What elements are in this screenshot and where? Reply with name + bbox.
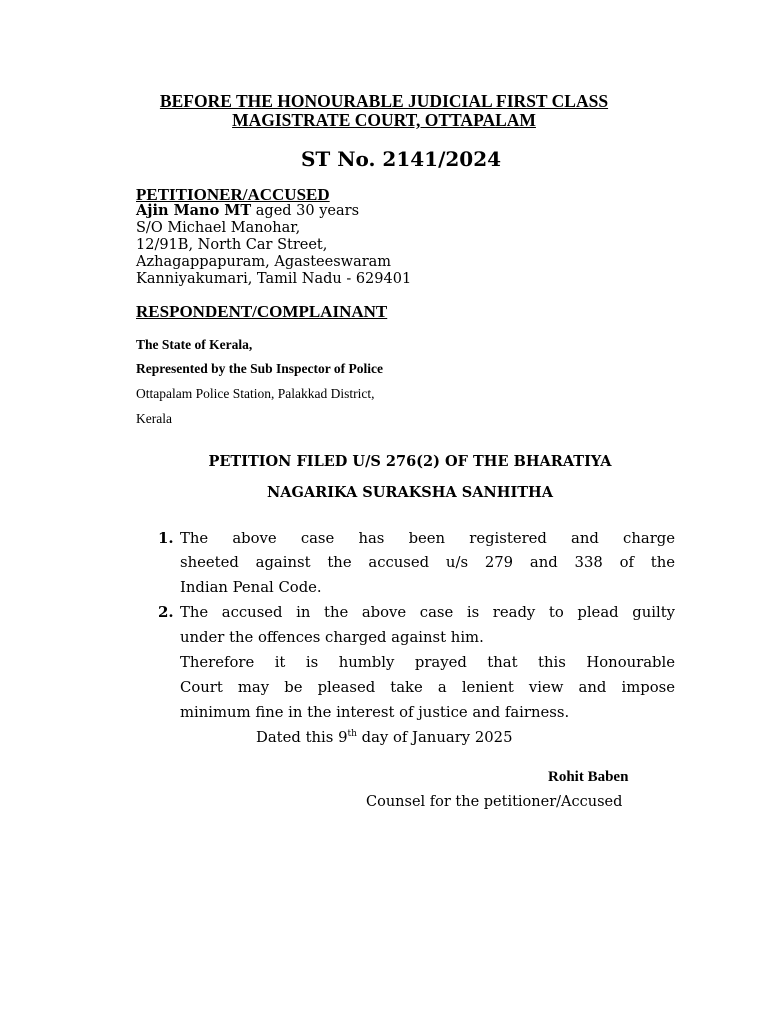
court-title-line-2: MAGISTRATE COURT, OTTAPALAM: [232, 110, 536, 130]
petition-title-line-1: PETITION FILED U/S 276(2) OF THE BHARATIYA: [208, 453, 612, 470]
respondent-line: The State of Kerala,: [136, 337, 253, 352]
paragraph-1-line: Indian Penal Code.: [180, 579, 322, 596]
petitioner-age: aged 30 years: [251, 203, 360, 219]
petitioner-address-line: Kanniyakumari, Tamil Nadu - 629401: [136, 271, 412, 287]
respondent-line: Ottapalam Police Station, Palakkad District,: [136, 386, 375, 401]
petitioner-name: Ajin Mano MT: [136, 202, 252, 219]
petitioner-address-line: 12/91B, North Car Street,: [136, 237, 328, 253]
paragraph-2-line: under the offences charged against him.: [180, 629, 484, 646]
petitioner-address-line: S/O Michael Manohar,: [136, 220, 301, 236]
prayer-line: Court may be pleased take a lenient view and impose: [180, 679, 675, 696]
petition-title-line-2: NAGARIKA SURAKSHA SANHITHA: [267, 484, 553, 501]
prayer-line: Therefore it is humbly prayed that this Honourable: [180, 654, 675, 671]
prayer-line: minimum fine in the interest of justice and fairness.: [180, 704, 570, 721]
paragraph-1-line: The above case has been registered and charge: [180, 530, 675, 547]
petitioner-address-line: Azhagappapuram, Agasteeswaram: [136, 254, 392, 270]
dated-suffix: day of January 2025: [356, 729, 513, 746]
signatory-role: Counsel for the petitioner/Accused: [366, 794, 623, 810]
paragraph-1-line: sheeted against the accused u/s 279 and 338 of the: [180, 554, 675, 571]
paragraph-2-line: The accused in the above case is ready to plead guilty: [180, 604, 675, 621]
petitioner-heading: PETITIONER/ACCUSED: [136, 185, 330, 204]
court-title-line-1: BEFORE THE HONOURABLE JUDICIAL FIRST CLASS: [159, 91, 609, 111]
dated-ordinal: th: [347, 729, 357, 740]
respondent-heading: RESPONDENT/COMPLAINANT: [136, 302, 388, 321]
signatory-name: Rohit Baben: [548, 769, 629, 785]
petition-title: [140, 446, 680, 508]
paragraph-number: 2.: [158, 603, 174, 621]
dated-line: [256, 725, 512, 750]
dated-prefix: Dated this 9: [256, 729, 348, 746]
respondent-line: Represented by the Sub Inspector of Police: [136, 361, 383, 376]
respondent-line: Kerala: [136, 411, 172, 426]
paragraph-number: 1.: [158, 529, 174, 547]
petitioner-name-line: [136, 203, 359, 220]
case-number: ST No. 2141/2024: [300, 147, 502, 171]
